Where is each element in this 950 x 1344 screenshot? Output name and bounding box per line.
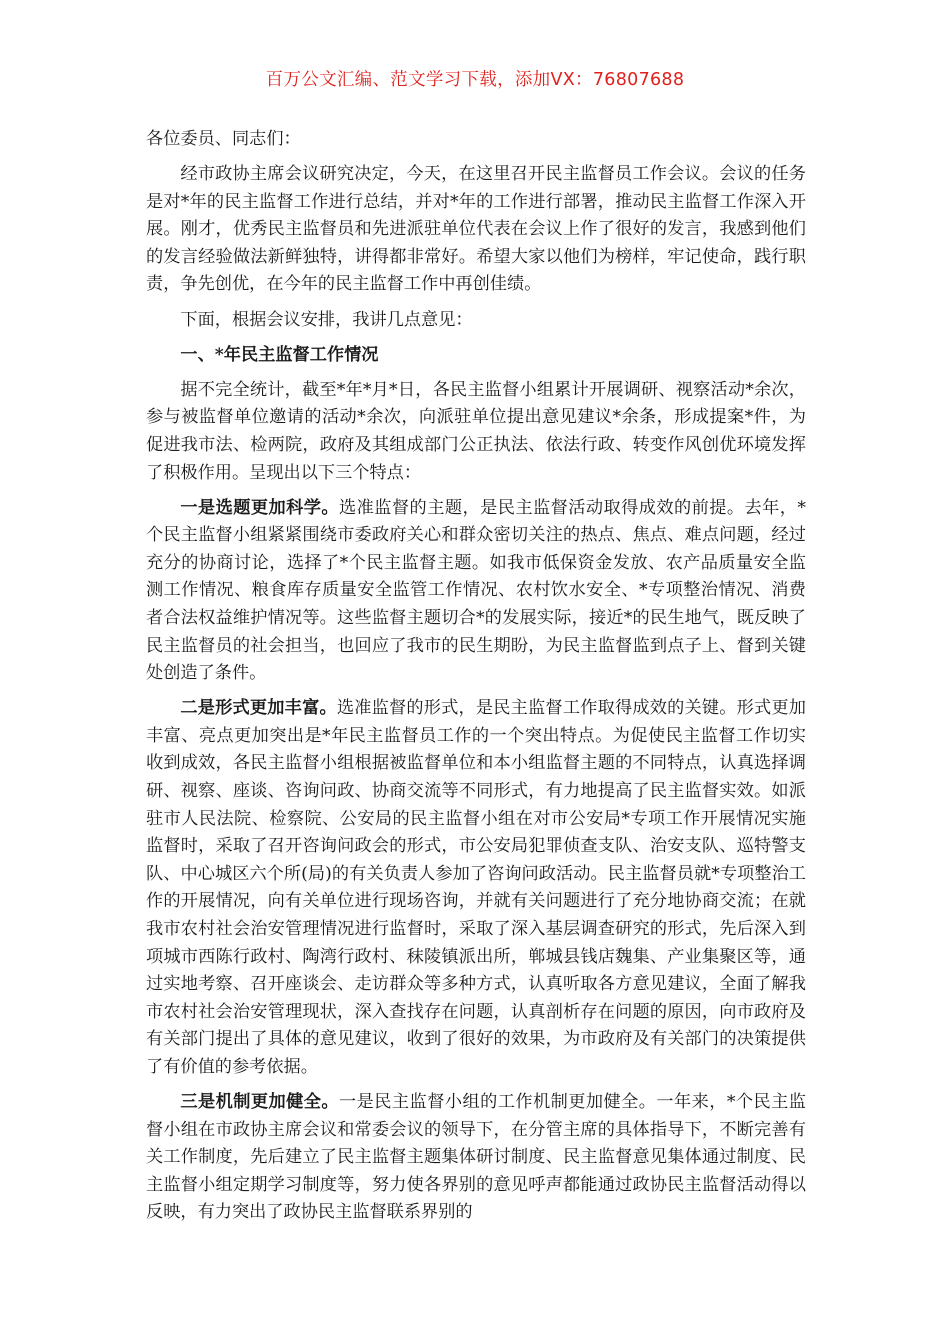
point-paragraph-1: [146, 495, 806, 688]
section-heading: 一、*年民主监督工作情况: [180, 344, 379, 365]
point-paragraph-2: [146, 695, 806, 1081]
document-body: [146, 126, 806, 1235]
point-body-2: 选准监督的形式，是民主监督工作取得成效的关键。形式更加丰富、亮点更加突出是*年民主监督员工作的一个突出特点。为促使民主监督工作切实收到成效，各民主监督小组根据被监督单位和本小组监督主题的不同特点，认真选择调研、视察、座谈、咨询问政、协商交流等不同形式，有力地提高了民主监督实效。如派驻市人民法院、检察院、公安局的民主监督小组在对市公安局*专项工作开展情况实施监督时，采取了召开咨询问政会的形式，市公安局犯罪侦查支队、治安支队、巡特警支队、中心城区六个所(局)的有关负责人参加了咨询问政活动。民主监督员就*专项整治工作的开展情况，向有关单位进行现场咨询，并就有关问题进行了充分地协商交流；在就我市农村社会治安管理情况进行监督时，采取了深入基层调查研究的形式，先后深入到项城市西陈行政村、陶湾行政村、秣陵镇派出所，郸城县钱店魏集、产业集聚区等，通过实地考察、召开座谈会、走访群众等多种方式，认真听取各方意见建议，全面了解我市农村社会治安管理现状，深入查找存在问题，认真剖析存在问题的原因，向市政府及有关部门提出了具体的意见建议，收到了很好的效果，为市政府及有关部门的决策提供了有价值的参考依据。: [146, 698, 806, 1077]
point-lead-1: 一是选题更加科学。: [180, 497, 340, 518]
point-lead-2: 二是形式更加丰富。: [180, 698, 337, 719]
intro-paragraph: 经市政协主席会议研究决定，今天，在这里召开民主监督员工作会议。会议的任务是对*年的民主监督工作进行总结，并对*年的工作进行部署，推动民主监督工作深入开展。刚才，优秀民主监督员和先进派驻单位代表在会议上作了很好的发言，我感到他们的发言经验做法新鲜独特，讲得都非常好。希望大家以他们为榜样，牢记使命，践行职责，争先创优，在今年的民主监督工作中再创佳绩。: [146, 164, 806, 295]
promo-banner: 百万公文汇编、范文学习下载，添加VX：76807688: [265, 70, 685, 90]
point-paragraph-3: [146, 1089, 806, 1227]
point-body-1: 选准监督的主题，是民主监督活动取得成效的前提。去年，*个民主监督小组紧紧围绕市委政府关心和群众密切关注的热点、焦点、难点问题，经过充分的协商讨论，选择了*个民主监督主题。如我市低保资金发放、农产品质量安全监测工作情况、粮食库存质量安全监管工作情况、农村饮水安全、*专项整治情况、消费者合法权益维护情况等。这些监督主题切合*的发展实际，接近*的民生地气，既反映了民主监督员的社会担当，也回应了我市的民生期盼，为民主监督监到点子上、督到关键处创造了条件。: [146, 497, 806, 684]
transition-paragraph: 下面，根据会议安排，我讲几点意见：: [180, 309, 473, 330]
summary-paragraph: 据不完全统计，截至*年*月*日，各民主监督小组累计开展调研、视察活动*余次，参与被监督单位邀请的活动*余次，向派驻单位提出意见建议*余条，形成提案*件，为促进我市法、检两院，政府及其组成部门公正执法、依法行政、转变作风创优环境发挥了积极作用。呈现出以下三个特点：: [146, 379, 806, 483]
salutation: 各位委员、同志们：: [146, 129, 301, 149]
point-body-3: 一是民主监督小组的工作机制更加健全。一年来，*个民主监督小组在市政协主席会议和常委会议的领导下，在分管主席的具体指导下，不断完善有关工作制度，先后建立了民主监督主题集体研讨制度、民主监督意见集体通过制度、民主监督小组定期学习制度等，努力使各界别的意见呼声都能通过政协民主监督活动得以反映，有力突出了政协民主监督联系界别的: [146, 1092, 806, 1223]
point-lead-3: 三是机制更加健全。: [180, 1092, 340, 1113]
